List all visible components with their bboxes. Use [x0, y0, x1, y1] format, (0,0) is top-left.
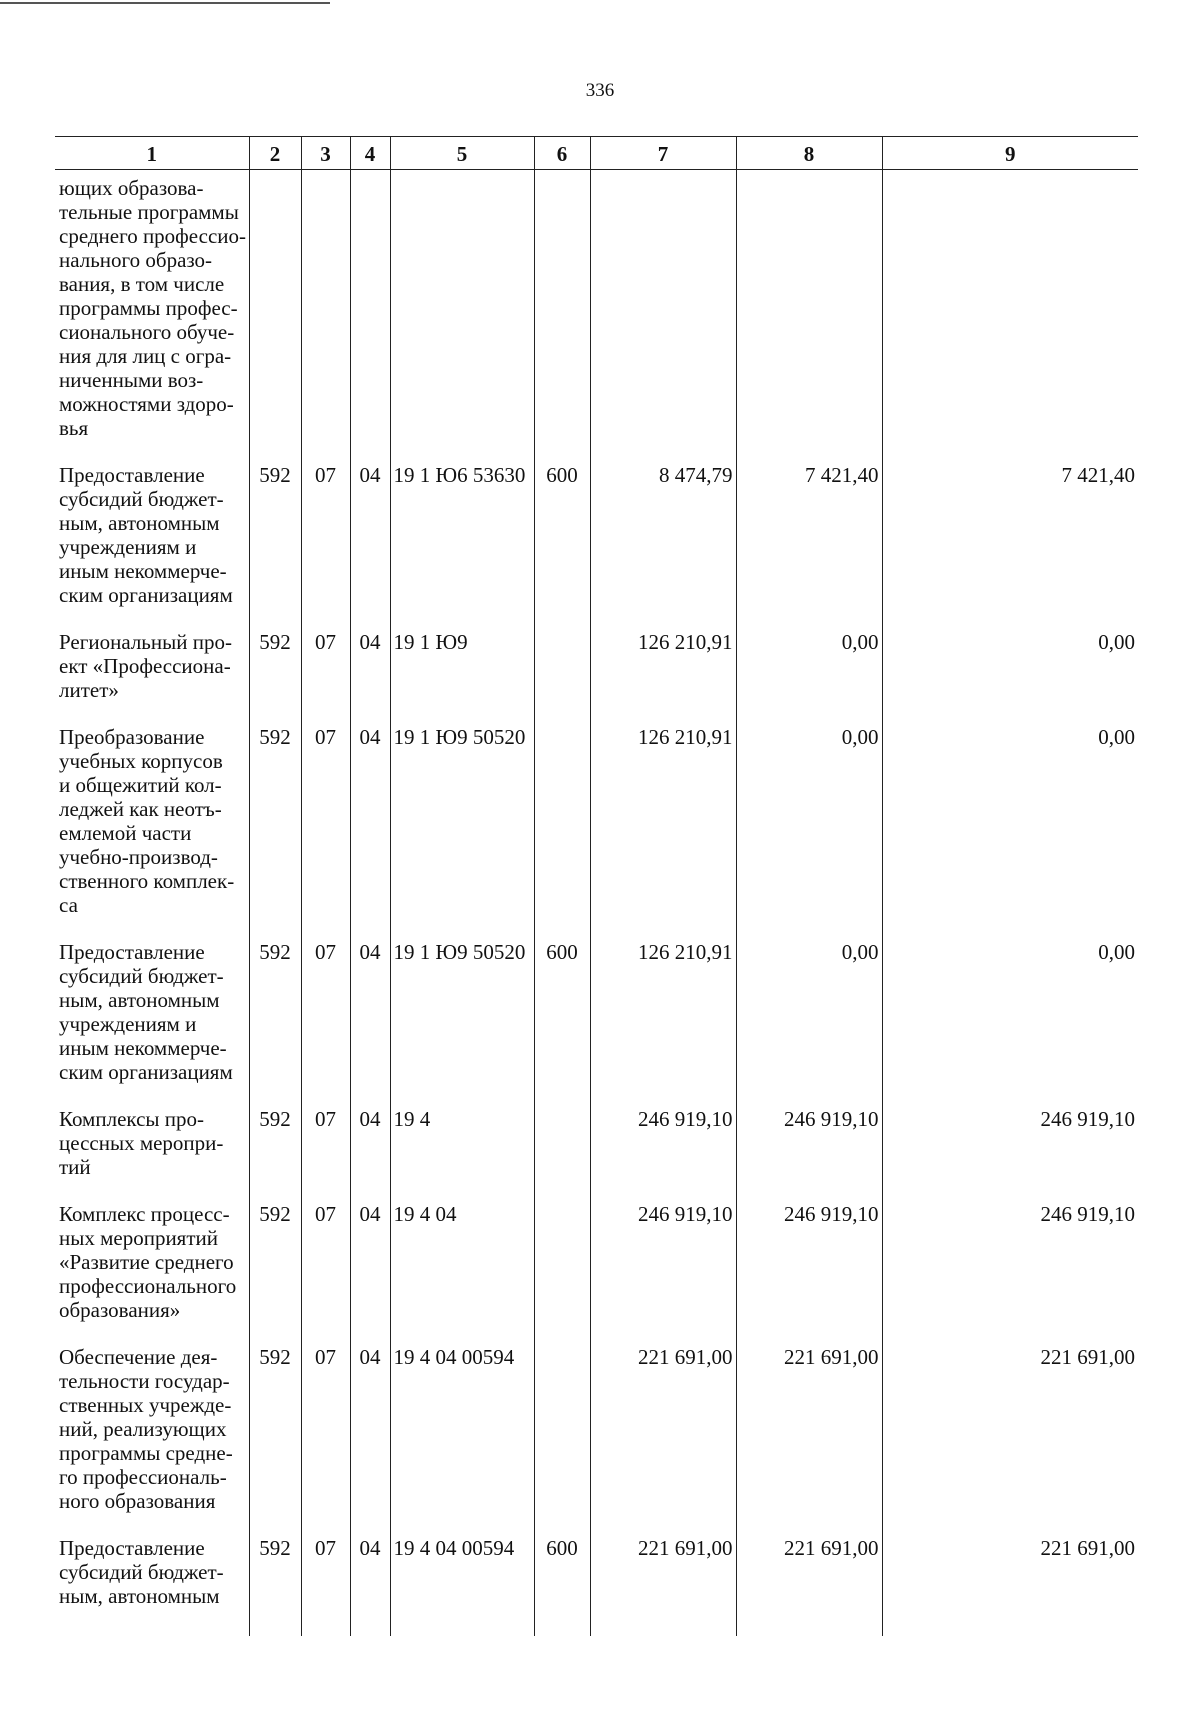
- cell-target-article: 19 1 Ю9 50520: [390, 724, 534, 939]
- item-name-line: «Развитие среднего: [59, 1250, 234, 1274]
- cell-ministry-code: 592: [249, 462, 301, 629]
- cell-amount-year3: 0,00: [882, 724, 1138, 939]
- cell-expense-type: [534, 170, 590, 463]
- cell-expense-type: 600: [534, 939, 590, 1106]
- cell-amount-year2: 246 919,10: [736, 1201, 882, 1344]
- table-row: [55, 462, 1138, 629]
- item-name-line: тельные программы: [59, 200, 239, 224]
- cell-ministry-code: 592: [249, 1344, 301, 1535]
- cell-amount-year1: 221 691,00: [590, 1344, 736, 1535]
- cell-amount-year1: 246 919,10: [590, 1201, 736, 1344]
- cell-amount-year2: 7 421,40: [736, 462, 882, 629]
- item-name-line: программы средне-: [59, 1441, 233, 1465]
- item-name-line: иным некоммерче-: [59, 559, 227, 583]
- item-name-line: ским организациям: [59, 1060, 233, 1084]
- cell-expense-type: [534, 1344, 590, 1535]
- item-name-line: цессных меропри-: [59, 1131, 224, 1155]
- cell-amount-year1: [590, 170, 736, 463]
- table-row: [55, 1344, 1138, 1535]
- item-name-line: программы профес-: [59, 296, 238, 320]
- cell-subsection-code: 04: [350, 462, 390, 629]
- table-row: [55, 1535, 1138, 1636]
- cell-ministry-code: 592: [249, 724, 301, 939]
- cell-amount-year1: 8 474,79: [590, 462, 736, 629]
- item-name-line: Предоставление: [59, 1536, 205, 1560]
- item-name-line: ным, автономным: [59, 511, 220, 535]
- column-header: 5: [390, 137, 534, 170]
- item-name-line: субсидий бюджет-: [59, 487, 224, 511]
- item-name-line: ниченными воз-: [59, 368, 204, 392]
- cell-item-name: [55, 1344, 249, 1535]
- cell-ministry-code: 592: [249, 1106, 301, 1201]
- cell-section-code: 07: [301, 1106, 350, 1201]
- cell-subsection-code: [350, 170, 390, 463]
- cell-expense-type: 600: [534, 462, 590, 629]
- column-header: 1: [55, 137, 249, 170]
- table-row: [55, 1201, 1138, 1344]
- cell-amount-year3: 246 919,10: [882, 1106, 1138, 1201]
- cell-ministry-code: [249, 170, 301, 463]
- cell-target-article: 19 4 04 00594: [390, 1535, 534, 1636]
- item-name-line: учебных корпусов: [59, 749, 223, 773]
- item-name-line: Предоставление: [59, 463, 205, 487]
- column-header: 4: [350, 137, 390, 170]
- cell-expense-type: [534, 1106, 590, 1201]
- cell-ministry-code: 592: [249, 939, 301, 1106]
- column-header: 6: [534, 137, 590, 170]
- cell-amount-year2: 0,00: [736, 939, 882, 1106]
- item-name-line: профессионального: [59, 1274, 237, 1298]
- cell-section-code: 07: [301, 939, 350, 1106]
- item-name-line: ным, автономным: [59, 1584, 220, 1608]
- item-name-line: сионального обуче-: [59, 320, 235, 344]
- item-name-line: Комплексы про-: [59, 1107, 204, 1131]
- item-name-line: леджей как неотъ-: [59, 797, 222, 821]
- cell-item-name: [55, 170, 249, 463]
- item-name-line: нального образо-: [59, 248, 213, 272]
- column-header: 7: [590, 137, 736, 170]
- budget-table: [55, 136, 1138, 1636]
- budget-table-wrapper: [55, 136, 1138, 1636]
- item-name-line: ект «Профессиона-: [59, 654, 231, 678]
- item-name-line: тий: [59, 1155, 91, 1179]
- table-row: [55, 629, 1138, 724]
- cell-amount-year2: 246 919,10: [736, 1106, 882, 1201]
- item-name-line: ющих образова-: [59, 176, 204, 200]
- column-header: 2: [249, 137, 301, 170]
- cell-item-name: [55, 939, 249, 1106]
- item-name-line: Обеспечение дея-: [59, 1345, 218, 1369]
- cell-subsection-code: 04: [350, 1535, 390, 1636]
- item-name-line: можностями здоро-: [59, 392, 234, 416]
- cell-target-article: 19 4: [390, 1106, 534, 1201]
- table-row: [55, 170, 1138, 463]
- column-header: 3: [301, 137, 350, 170]
- cell-target-article: 19 1 Ю9 50520: [390, 939, 534, 1106]
- cell-amount-year3: 221 691,00: [882, 1344, 1138, 1535]
- cell-item-name: [55, 629, 249, 724]
- cell-amount-year2: 0,00: [736, 629, 882, 724]
- cell-target-article: [390, 170, 534, 463]
- item-name-line: ственного комплек-: [59, 869, 235, 893]
- cell-ministry-code: 592: [249, 629, 301, 724]
- cell-section-code: 07: [301, 629, 350, 724]
- cell-target-article: 19 4 04 00594: [390, 1344, 534, 1535]
- scan-edge-line: [0, 2, 330, 4]
- cell-section-code: 07: [301, 724, 350, 939]
- item-name-line: го профессиональ-: [59, 1465, 227, 1489]
- table-row: [55, 939, 1138, 1106]
- column-header: 8: [736, 137, 882, 170]
- table-row: [55, 1106, 1138, 1201]
- item-name-line: литет»: [59, 678, 119, 702]
- cell-target-article: 19 1 Ю6 53630: [390, 462, 534, 629]
- item-name-line: ским организациям: [59, 583, 233, 607]
- cell-amount-year2: 221 691,00: [736, 1344, 882, 1535]
- item-name-line: среднего профессио-: [59, 224, 247, 248]
- cell-item-name: [55, 1106, 249, 1201]
- cell-amount-year3: 246 919,10: [882, 1201, 1138, 1344]
- cell-section-code: 07: [301, 1344, 350, 1535]
- table-row: [55, 724, 1138, 939]
- item-name-line: учебно-производ-: [59, 845, 218, 869]
- cell-amount-year1: 246 919,10: [590, 1106, 736, 1201]
- cell-ministry-code: 592: [249, 1201, 301, 1344]
- item-name-line: са: [59, 893, 78, 917]
- cell-amount-year1: 221 691,00: [590, 1535, 736, 1636]
- cell-amount-year3: 0,00: [882, 939, 1138, 1106]
- item-name-line: Предоставление: [59, 940, 205, 964]
- item-name-line: ным, автономным: [59, 988, 220, 1012]
- cell-subsection-code: 04: [350, 1106, 390, 1201]
- cell-amount-year2: 0,00: [736, 724, 882, 939]
- cell-item-name: [55, 1535, 249, 1636]
- cell-subsection-code: 04: [350, 724, 390, 939]
- cell-subsection-code: 04: [350, 629, 390, 724]
- item-name-line: учреждениям и: [59, 1012, 197, 1036]
- item-name-line: тельности государ-: [59, 1369, 230, 1393]
- cell-item-name: [55, 1201, 249, 1344]
- cell-section-code: 07: [301, 1201, 350, 1344]
- cell-item-name: [55, 462, 249, 629]
- item-name-line: ного образования: [59, 1489, 216, 1513]
- table-body: [55, 170, 1138, 1637]
- cell-ministry-code: 592: [249, 1535, 301, 1636]
- item-name-line: ния для лиц с огра-: [59, 344, 232, 368]
- cell-amount-year2: [736, 170, 882, 463]
- item-name-line: Преобразование: [59, 725, 205, 749]
- cell-target-article: 19 1 Ю9: [390, 629, 534, 724]
- cell-amount-year3: 221 691,00: [882, 1535, 1138, 1636]
- cell-amount-year3: [882, 170, 1138, 463]
- cell-target-article: 19 4 04: [390, 1201, 534, 1344]
- cell-subsection-code: 04: [350, 1201, 390, 1344]
- cell-expense-type: 600: [534, 1535, 590, 1636]
- item-name-line: вания, в том числе: [59, 272, 225, 296]
- item-name-line: образования»: [59, 1298, 181, 1322]
- cell-section-code: 07: [301, 462, 350, 629]
- item-name-line: вья: [59, 416, 89, 440]
- cell-subsection-code: 04: [350, 939, 390, 1106]
- item-name-line: ных мероприятий: [59, 1226, 218, 1250]
- cell-amount-year2: 221 691,00: [736, 1535, 882, 1636]
- item-name-line: ний, реализующих: [59, 1417, 227, 1441]
- cell-section-code: [301, 170, 350, 463]
- column-header: 9: [882, 137, 1138, 170]
- item-name-line: субсидий бюджет-: [59, 964, 224, 988]
- cell-amount-year1: 126 210,91: [590, 939, 736, 1106]
- item-name-line: субсидий бюджет-: [59, 1560, 224, 1584]
- header-row: [55, 137, 1138, 170]
- cell-section-code: 07: [301, 1535, 350, 1636]
- item-name-line: емлемой части: [59, 821, 192, 845]
- item-name-line: и общежитий кол-: [59, 773, 222, 797]
- item-name-line: иным некоммерче-: [59, 1036, 227, 1060]
- cell-amount-year1: 126 210,91: [590, 629, 736, 724]
- cell-item-name: [55, 724, 249, 939]
- item-name-line: учреждениям и: [59, 535, 197, 559]
- cell-expense-type: [534, 1201, 590, 1344]
- cell-amount-year1: 126 210,91: [590, 724, 736, 939]
- item-name-line: Комплекс процесс-: [59, 1202, 230, 1226]
- item-name-line: Региональный про-: [59, 630, 232, 654]
- cell-subsection-code: 04: [350, 1344, 390, 1535]
- cell-amount-year3: 0,00: [882, 629, 1138, 724]
- cell-expense-type: [534, 629, 590, 724]
- item-name-line: ственных учрежде-: [59, 1393, 232, 1417]
- page-number: 336: [585, 80, 615, 101]
- cell-expense-type: [534, 724, 590, 939]
- cell-amount-year3: 7 421,40: [882, 462, 1138, 629]
